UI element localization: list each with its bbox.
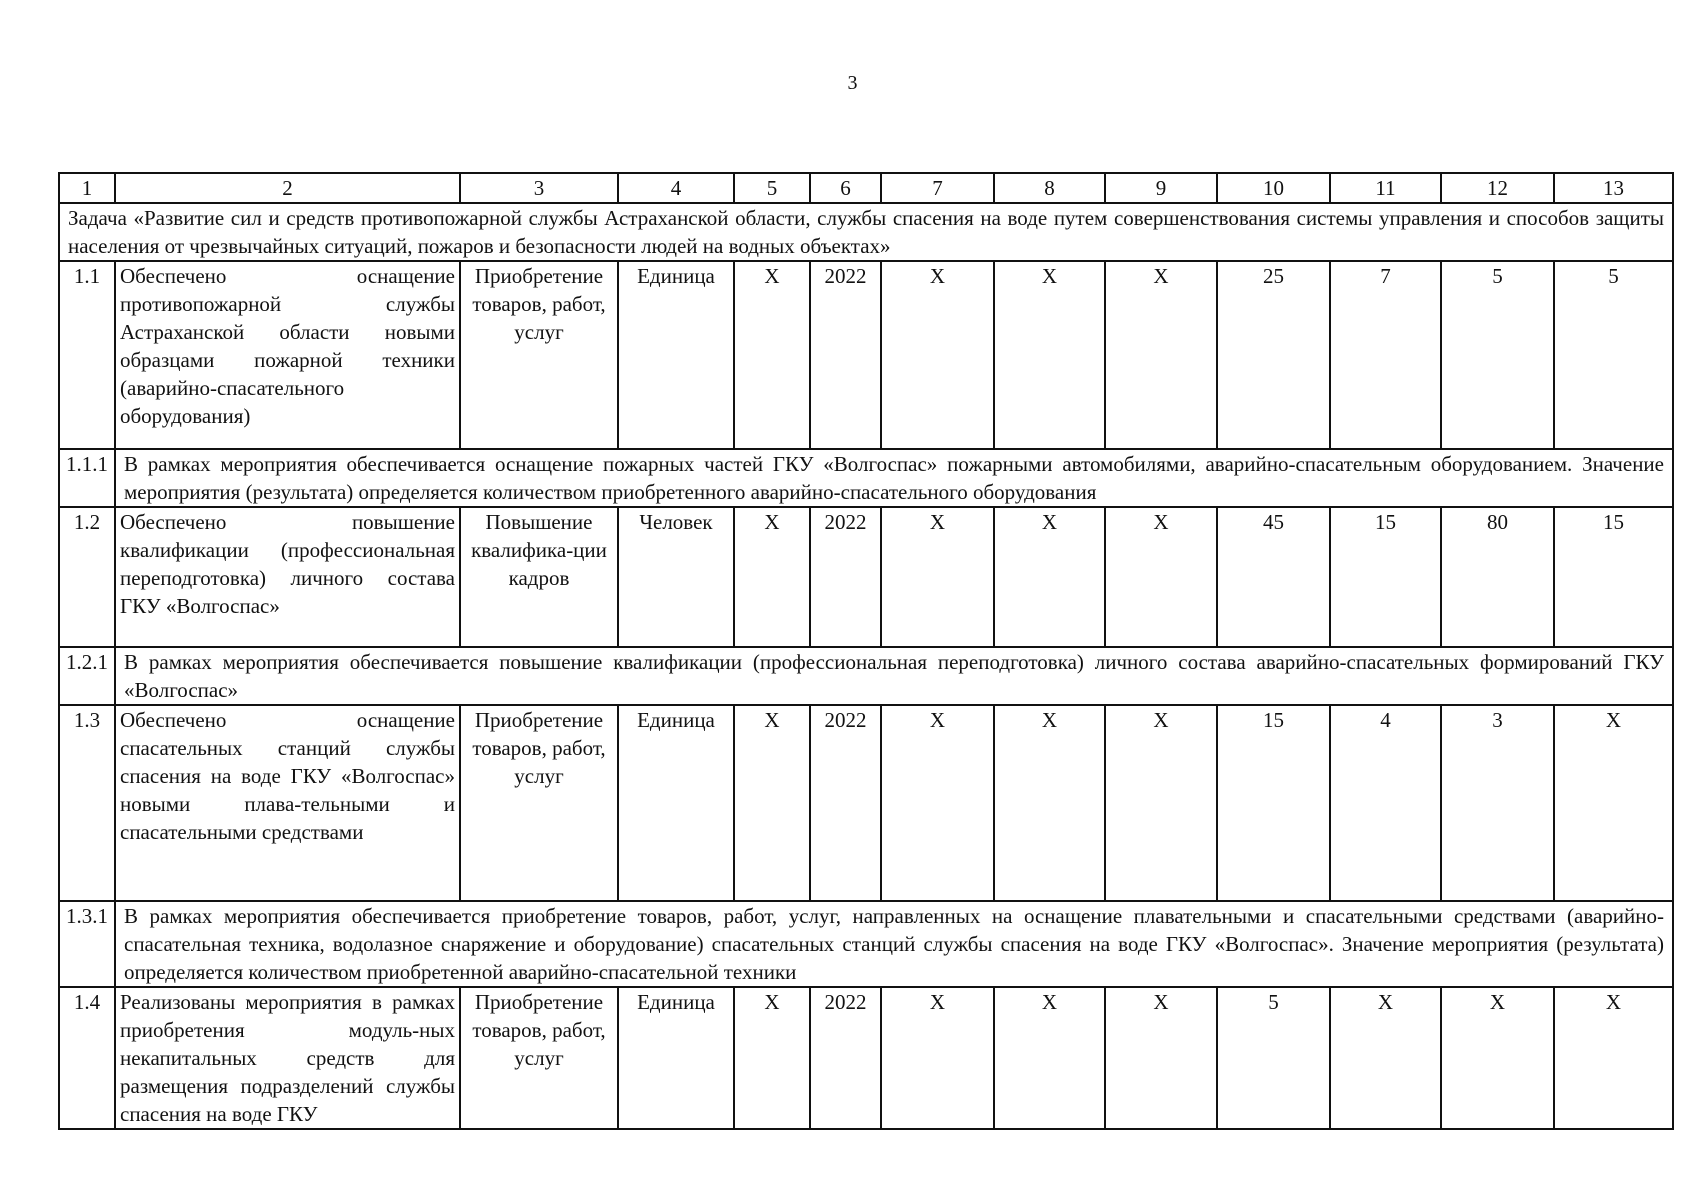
cell-10: 25: [1217, 261, 1330, 449]
header-cell: 3: [460, 173, 618, 203]
header-cell: 10: [1217, 173, 1330, 203]
row-name: Реализованы мероприятия в рамках приобретения модуль-ных некапитальных средств для размещения подразделений службы спасения на воде ГКУ: [115, 987, 460, 1129]
cell-7: Х: [881, 705, 994, 901]
header-cell: 9: [1105, 173, 1217, 203]
cell-5: Х: [734, 507, 810, 647]
cell-9: Х: [1105, 507, 1217, 647]
header-cell: 5: [734, 173, 810, 203]
cell-8: Х: [994, 261, 1105, 449]
cell-6: 2022: [810, 261, 881, 449]
row-type: Приобретение товаров, работ, услуг: [460, 705, 618, 901]
row-type: Повышение квалифика-ции кадров: [460, 507, 618, 647]
row-number: 1.1: [59, 261, 115, 449]
row-unit: Человек: [618, 507, 734, 647]
table-row: [59, 987, 1673, 1129]
cell-11: 7: [1330, 261, 1441, 449]
cell-5: Х: [734, 705, 810, 901]
cell-12: Х: [1441, 987, 1554, 1129]
cell-11: Х: [1330, 987, 1441, 1129]
header-row: [59, 173, 1673, 203]
note-row: [59, 647, 1673, 705]
row-note: В рамках мероприятия обеспечивается приобретение товаров, работ, услуг, направленных на оснащение плавательными и спасательными средствами (аварийно-спасательная техника, водолазное снаряжение и оборудование) спасательных станций службы спасения на воде ГКУ «Волгоспас». Значение мероприятия (результата) определяется количеством приобретенной аварийно-спасательной техники: [115, 901, 1673, 987]
header-cell: 1: [59, 173, 115, 203]
cell-13: 15: [1554, 507, 1673, 647]
cell-9: Х: [1105, 261, 1217, 449]
row-name: Обеспечено оснащение спасательных станций службы спасения на воде ГКУ «Волгоспас» новыми плава-тельными и спасательными средствами: [115, 705, 460, 901]
cell-9: Х: [1105, 987, 1217, 1129]
header-cell: 6: [810, 173, 881, 203]
header-cell: 12: [1441, 173, 1554, 203]
cell-9: Х: [1105, 705, 1217, 901]
task-row: [59, 203, 1673, 261]
note-row: [59, 449, 1673, 507]
cell-12: 80: [1441, 507, 1554, 647]
page-number: 3: [847, 72, 858, 94]
row-type: Приобретение товаров, работ, услуг: [460, 261, 618, 449]
cell-6: 2022: [810, 987, 881, 1129]
cell-11: 15: [1330, 507, 1441, 647]
header-cell: 8: [994, 173, 1105, 203]
cell-8: Х: [994, 987, 1105, 1129]
cell-8: Х: [994, 705, 1105, 901]
table-row: [59, 507, 1673, 647]
cell-10: 45: [1217, 507, 1330, 647]
row-number: 1.2: [59, 507, 115, 647]
table-row: [59, 261, 1673, 449]
header-cell: 4: [618, 173, 734, 203]
cell-7: Х: [881, 261, 994, 449]
cell-5: Х: [734, 261, 810, 449]
table-row: [59, 705, 1673, 901]
row-name: Обеспечено повышение квалификации (профессиональная переподготовка) личного состава ГКУ «Волгоспас»: [115, 507, 460, 647]
note-row: [59, 901, 1673, 987]
row-number: 1.2.1: [59, 647, 115, 705]
header-cell: 2: [115, 173, 460, 203]
cell-12: 3: [1441, 705, 1554, 901]
cell-7: Х: [881, 987, 994, 1129]
task-text: Задача «Развитие сил и средств противопожарной службы Астраханской области, службы спасения на воде путем совершенствования системы управления и способов защиты населения от чрезвычайных ситуаций, пожаров и безопасности людей на водных объектах»: [59, 203, 1673, 261]
header-cell: 11: [1330, 173, 1441, 203]
cell-13: Х: [1554, 987, 1673, 1129]
row-unit: Единица: [618, 705, 734, 901]
row-number: 1.3.1: [59, 901, 115, 987]
row-number: 1.3: [59, 705, 115, 901]
cell-12: 5: [1441, 261, 1554, 449]
header-cell: 13: [1554, 173, 1673, 203]
cell-6: 2022: [810, 705, 881, 901]
row-unit: Единица: [618, 987, 734, 1129]
cell-6: 2022: [810, 507, 881, 647]
header-cell: 7: [881, 173, 994, 203]
row-number: 1.1.1: [59, 449, 115, 507]
row-number: 1.4: [59, 987, 115, 1129]
cell-10: 15: [1217, 705, 1330, 901]
row-type: Приобретение товаров, работ, услуг: [460, 987, 618, 1129]
cell-10: 5: [1217, 987, 1330, 1129]
row-name: Обеспечено оснащение противопожарной службы Астраханской области новыми образцами пожарной техники (аварийно-спасательного оборудования): [115, 261, 460, 449]
cell-13: Х: [1554, 705, 1673, 901]
indicators-table: [58, 172, 1674, 1130]
cell-13: 5: [1554, 261, 1673, 449]
cell-11: 4: [1330, 705, 1441, 901]
cell-5: Х: [734, 987, 810, 1129]
row-note: В рамках мероприятия обеспечивается оснащение пожарных частей ГКУ «Волгоспас» пожарными автомобилями, аварийно-спасательным оборудованием. Значение мероприятия (результата) определяется количеством приобретенного аварийно-спасательного оборудования: [115, 449, 1673, 507]
cell-8: Х: [994, 507, 1105, 647]
row-note: В рамках мероприятия обеспечивается повышение квалификации (профессиональная переподготовка) личного состава аварийно-спасательных формирований ГКУ «Волгоспас»: [115, 647, 1673, 705]
row-unit: Единица: [618, 261, 734, 449]
cell-7: Х: [881, 507, 994, 647]
